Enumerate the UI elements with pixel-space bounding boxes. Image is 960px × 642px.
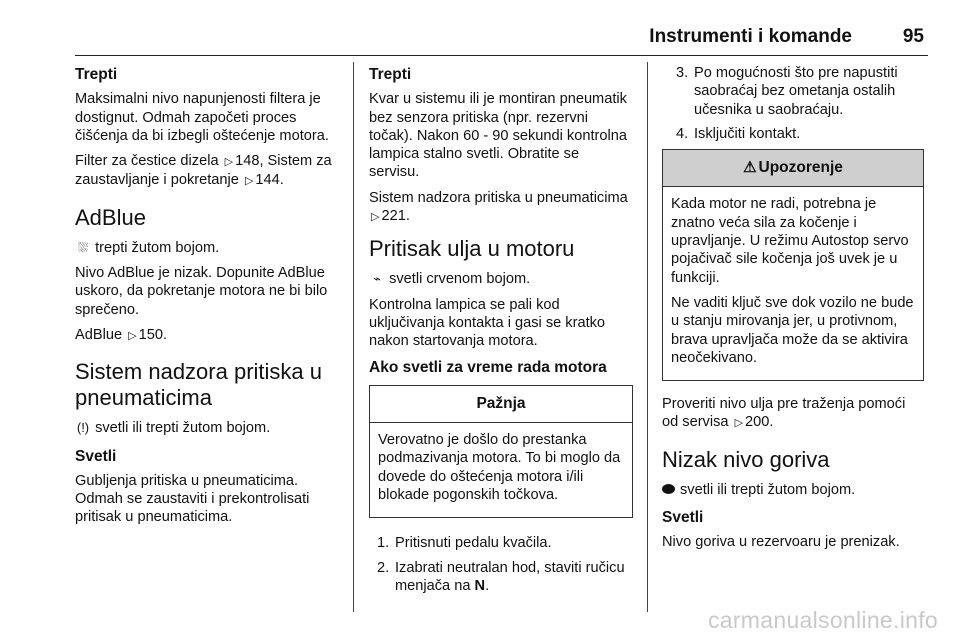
adblue-paragraph: Nivo AdBlue je nizak. Dopunite AdBlue uskoro, da pokretanje motora ne bi bilo sprečeno. [75,265,328,318]
tpms-heading: Sistem nadzora pritiska u pneumaticima [75,359,322,411]
list-item: 1. Pritisnuti pedalu kvačila. [377,535,552,552]
oil-indicator-line: ⌁ svetli crvenom bojom. [369,270,633,288]
oil-can-icon: ⌁ [373,271,381,287]
low-fuel-heading: Nizak nivo goriva [662,446,830,472]
fuel-indicator-line: svetli ili trepti žutom bojom. [662,481,924,499]
trepti-heading: Trepti [75,66,118,83]
svetli-paragraph: Gubljenja pritiska u pneumaticima. Odmah se zaustaviti i prekontrolisati pritisak u pneumaticima. [75,472,310,526]
page-header [0,0,960,58]
warning-box [662,149,924,381]
adblue-reference: AdBlue ▷ 150. [75,326,345,345]
column-2 [369,64,633,601]
warning-paragraph-1: Kada motor ne radi, potrebna je znatno veća sila za kočenje i upravljanje. U režimu Autostop servo pojačivač sile kočenja još uvek je u funkciji. [671,196,909,286]
steps-list-continued [662,64,924,143]
column-divider-2 [647,62,648,612]
header-title: Instrumenti i komande [649,26,852,47]
warning-triangle-icon: ⚠ [743,159,757,177]
dpf-reference-paragraph: Filter za čestice dizela ▷ 148, Sistem za zaustavljanje i pokretanje ▷ 144. [75,152,345,191]
oil-pressure-heading: Pritisak ulja u motoru [369,236,575,262]
column-1 [75,64,345,534]
warning-title-bar [663,150,923,187]
reference-arrow-icon: ▷ [734,417,744,430]
list-item: 3. Po mogućnosti što pre napustiti saobraćaj bez ometanja ostalih učesnika u saobraćaju. [676,65,898,118]
reference-arrow-icon: ▷ [128,329,137,342]
notice-box [369,385,633,518]
reference-arrow-icon: ▷ [244,175,254,188]
tpms-reference: Sistem nadzora pritiska u pneumaticima ▷ 221. [369,189,633,227]
list-item: 2. Izabrati neutralan hod, staviti ručicu menjača na N. [377,559,625,594]
oil-check-paragraph: Proveriti nivo ulja pre traženja pomoći od servisa ▷ 200. [662,395,924,433]
watermark: carmanualsonline.info [707,607,938,633]
column-3 [662,64,924,559]
adblue-icon: ⛆ [77,239,89,255]
svetli-heading: Svetli [662,509,704,527]
steps-list [369,534,633,595]
header-rule [75,55,928,56]
oil-paragraph: Kontrolna lampica se pali kod uključivanja kontakta i gasi se kratko nakon startovanja motora. [369,296,606,350]
fuel-indicator-icon [662,484,675,494]
page-number: 95 [902,26,924,47]
warning-paragraph-2: Ne vaditi ključ sve dok vozilo ne bude u stanju mirovanja jer, u protivnom, brava upravljača može da se aktivira neočekivano. [671,294,914,366]
reference-arrow-icon: ▷ [371,211,380,224]
oil-subheading: Ako svetli za vreme rada motora [369,358,607,376]
warning-body [663,187,923,380]
trepti-heading: Trepti [369,66,412,83]
notice-text: Verovatno je došlo do prestanka podmazivanja motora. To bi moglo da dovede do oštećenja motora i/ili blokade pogonskih točkova. [378,432,621,504]
low-fuel-paragraph: Nivo goriva u rezervoaru je prenizak. [662,534,900,551]
tpms-fault-paragraph: Kvar u sistemu ili je montiran pneumatik bez senzora pritiska (npr. rezervni točak). Nakon 60 - 90 sekundi kontrolna lampica stalno svetli. Obratite se servisu. [369,91,627,181]
adblue-heading: AdBlue [75,204,146,230]
reference-arrow-icon: ▷ [224,156,234,169]
adblue-indicator-line: ⛆ trepti žutom bojom. [75,239,345,257]
tpms-indicator-line: (!) svetli ili trepti žutom bojom. [76,420,271,437]
warning-title: Upozorenje [758,159,843,177]
svetli-heading: Svetli [75,447,117,465]
trepti-paragraph: Maksimalni nivo napunjenosti filtera je dostignut. Odmah započeti proces čišćenja da bi izbegli oštećenje motora. [75,91,329,144]
tpms-icon: (!) [76,420,90,436]
notice-title: Pažnja [370,386,632,423]
list-item: 4. Isključiti kontakt. [676,125,801,142]
column-divider-1 [353,62,354,612]
notice-body [370,423,632,517]
